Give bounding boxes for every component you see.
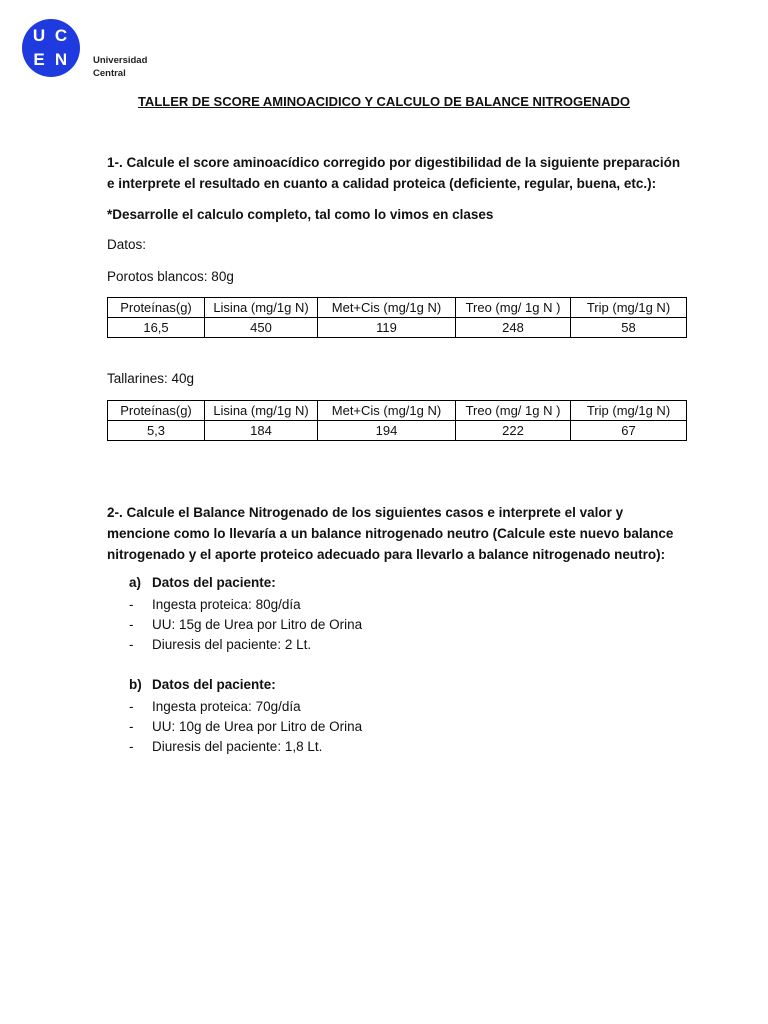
logo-letter-c: C — [54, 26, 68, 45]
question-1-note: *Desarrolle el calculo completo, tal como lo vimos en clases — [107, 207, 494, 222]
table-header-cell: Trip (mg/1g N) — [571, 298, 687, 318]
list-item-text: UU: 10g de Urea por Litro de Orina — [152, 719, 363, 734]
table-header-cell: Proteínas(g) — [108, 298, 205, 318]
table-cell: 222 — [456, 421, 571, 441]
case-b-title: Datos del paciente: — [152, 677, 276, 692]
table-cell: 184 — [205, 421, 318, 441]
food-1-table — [107, 297, 687, 338]
brand-name — [93, 54, 147, 80]
table-cell: 119 — [318, 318, 456, 338]
dash-bullet: - — [129, 699, 134, 714]
table-cell: 5,3 — [108, 421, 205, 441]
case-b-heading — [129, 677, 276, 692]
question-2-text: 2-. Calcule el Balance Nitrogenado de los siguientes casos e interprete el valor y mencione como lo llevaría a un balance nitrogenado neutro (Calcule este nuevo balance nitrogenado y el aporte proteico adecuado para llevarlo a balance nitrogenado neutro): — [107, 505, 674, 562]
logo-letter-n: N — [54, 50, 68, 69]
table-cell: 67 — [571, 421, 687, 441]
list-item-text: Ingesta proteica: 80g/día — [152, 597, 301, 612]
table-cell: 16,5 — [108, 318, 205, 338]
list-item-text: Diuresis del paciente: 2 Lt. — [152, 637, 312, 652]
table-row — [108, 421, 687, 441]
datos-label: Datos: — [107, 237, 147, 252]
brand-line1: Universidad — [93, 55, 148, 66]
table-header-cell: Treo (mg/ 1g N ) — [456, 401, 571, 421]
food-1-name: Porotos blancos: 80g — [107, 269, 234, 284]
table-header-row — [108, 401, 687, 421]
table-header-row — [108, 298, 687, 318]
table-row — [108, 318, 687, 338]
dash-bullet: - — [129, 617, 134, 632]
university-logo — [22, 19, 80, 77]
brand-line2: Central — [93, 68, 126, 79]
list-item-text: Diuresis del paciente: 1,8 Lt. — [152, 739, 323, 754]
case-a-label: a) — [129, 575, 142, 590]
table-header-cell: Lisina (mg/1g N) — [205, 298, 318, 318]
table-cell: 248 — [456, 318, 571, 338]
case-b-label: b) — [129, 677, 142, 692]
dash-bullet: - — [129, 597, 134, 612]
case-a-title: Datos del paciente: — [152, 575, 276, 590]
page-title: TALLER DE SCORE AMINOACIDICO Y CALCULO DE BALANCE NITROGENADO — [137, 94, 631, 109]
table-header-cell: Treo (mg/ 1g N ) — [456, 298, 571, 318]
table-header-cell: Proteínas(g) — [108, 401, 205, 421]
table-cell: 450 — [205, 318, 318, 338]
table-header-cell: Met+Cis (mg/1g N) — [318, 298, 456, 318]
case-a-heading — [129, 575, 276, 590]
dash-bullet: - — [129, 637, 134, 652]
dash-bullet: - — [129, 719, 134, 734]
logo-letter-u: U — [32, 26, 46, 45]
logo-letters-graphic — [22, 19, 80, 77]
list-item-text: Ingesta proteica: 70g/día — [152, 699, 301, 714]
table-cell: 194 — [318, 421, 456, 441]
table-header-cell: Lisina (mg/1g N) — [205, 401, 318, 421]
table-cell: 58 — [571, 318, 687, 338]
dash-bullet: - — [129, 739, 134, 754]
logo-letter-e: E — [33, 50, 45, 69]
question-1-text: 1-. Calcule el score aminoacídico corregido por digestibilidad de la siguiente preparación e interprete el resultado en cuanto a calidad proteica (deficiente, regular, buena, etc.): — [107, 155, 681, 191]
food-2-table — [107, 400, 687, 441]
table-header-cell: Trip (mg/1g N) — [571, 401, 687, 421]
food-2-name: Tallarines: 40g — [107, 371, 195, 386]
table-header-cell: Met+Cis (mg/1g N) — [318, 401, 456, 421]
list-item-text: UU: 15g de Urea por Litro de Orina — [152, 617, 363, 632]
